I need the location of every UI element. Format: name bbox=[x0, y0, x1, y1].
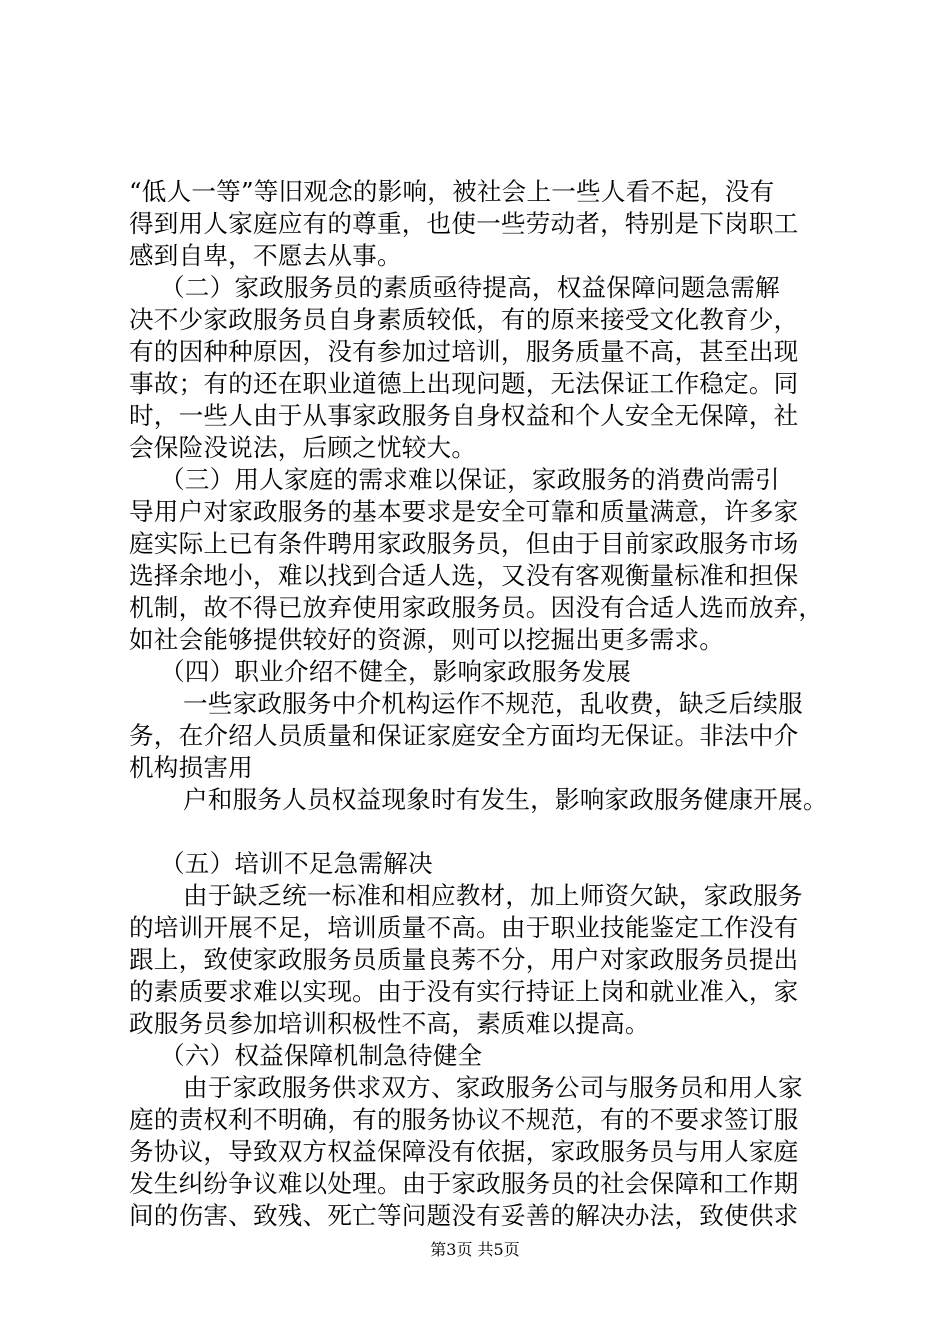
text-line: 会保险没说法，后顾之忧较大。 bbox=[129, 433, 477, 462]
text-line: 导用户对家政服务的基本要求是安全可靠和质量满意，许多家 bbox=[129, 497, 799, 526]
text-line: 由于缺乏统一标准和相应教材，加上师资欠缺，家政服务 bbox=[183, 881, 803, 910]
text-line: 时，一些人由于从事家政服务自身权益和个人安全无保障，社 bbox=[129, 401, 799, 430]
text-line: 务，在介绍人员质量和保证家庭安全方面均无保证。非法中介 bbox=[129, 721, 799, 750]
text-line: 跟上，致使家政服务员质量良莠不分，用户对家政服务员提出 bbox=[129, 945, 799, 974]
text-line: 事故；有的还在职业道德上出现问题，无法保证工作稳定。同 bbox=[129, 369, 799, 398]
section-heading-5: （五）培训不足急需解决 bbox=[160, 849, 433, 878]
text-line: 间的伤害、致残、死亡等问题没有妥善的解决办法，致使供求 bbox=[129, 1201, 799, 1230]
page-number-footer: 第3页 共5页 bbox=[430, 1240, 520, 1259]
section-heading-6: （六）权益保障机制急待健全 bbox=[160, 1041, 483, 1070]
text-line: 庭实际上已有条件聘用家政服务员，但由于目前家政服务市场 bbox=[129, 529, 799, 558]
text-line: 决不少家政服务员自身素质较低，有的原来接受文化教育少， bbox=[129, 305, 799, 334]
text-line: 发生纠纷争议难以处理。由于家政服务员的社会保障和工作期 bbox=[129, 1169, 799, 1198]
text-line: 的素质要求难以实现。由于没有实行持证上岗和就业准入，家 bbox=[129, 977, 799, 1006]
text-line: 得到用人家庭应有的尊重，也使一些劳动者，特别是下岗职工 bbox=[129, 209, 799, 238]
text-line: 选择余地小，难以找到合适人选，又没有客观衡量标准和担保 bbox=[129, 561, 799, 590]
section-heading-3: （三）用人家庭的需求难以保证，家政服务的消费尚需引 bbox=[160, 465, 780, 494]
text-line: 的培训开展不足，培训质量不高。由于职业技能鉴定工作没有 bbox=[129, 913, 799, 942]
text-line: “低人一等”等旧观念的影响，被社会上一些人看不起，没有 bbox=[129, 177, 775, 206]
section-heading-4: （四）职业介绍不健全，影响家政服务发展 bbox=[160, 657, 632, 686]
text-line: 一些家政服务中介机构运作不规范，乱收费，缺乏后续服 bbox=[183, 689, 803, 718]
text-line: 务协议，导致双方权益保障没有依据，家政服务员与用人家庭 bbox=[129, 1137, 799, 1166]
text-line: 机构损害用 bbox=[129, 753, 253, 782]
text-line: 如社会能够提供较好的资源，则可以挖掘出更多需求。 bbox=[129, 625, 725, 654]
section-heading-2: （二）家政服务员的素质亟待提高，权益保障问题急需解 bbox=[160, 273, 780, 302]
text-line: 感到自卑，不愿去从事。 bbox=[129, 241, 402, 270]
text-line: 政服务员参加培训积极性不高，素质难以提高。 bbox=[129, 1009, 650, 1038]
text-line: 户和服务人员权益现象时有发生，影响家政服务健康开展。 bbox=[183, 785, 828, 814]
text-line: 庭的责权利不明确，有的服务协议不规范，有的不要求签订服 bbox=[129, 1105, 799, 1134]
text-line: 机制，故不得已放弃使用家政服务员。因没有合适人选而放弃， bbox=[129, 593, 824, 622]
text-line: 由于家政服务供求双方、家政服务公司与服务员和用人家 bbox=[183, 1073, 803, 1102]
text-line: 有的因种种原因，没有参加过培训，服务质量不高，甚至出现 bbox=[129, 337, 799, 366]
